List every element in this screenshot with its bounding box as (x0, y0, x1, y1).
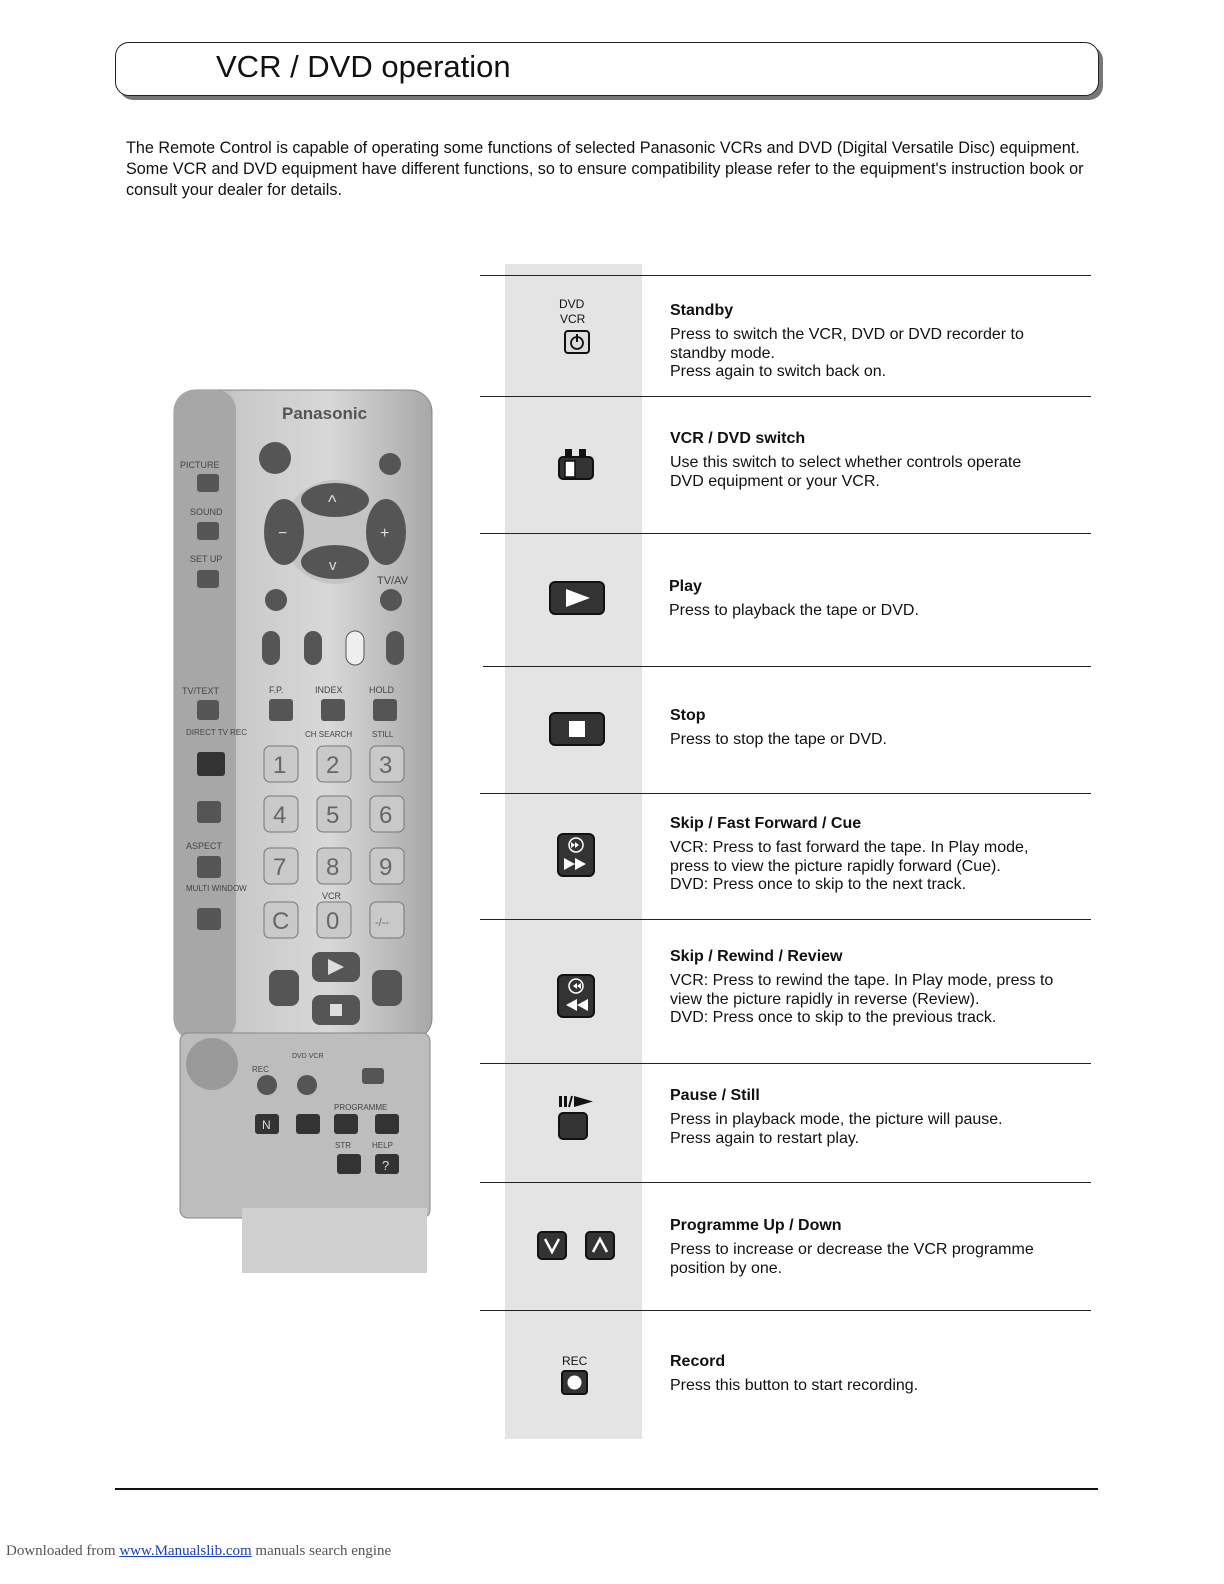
svg-text:DIRECT TV REC: DIRECT TV REC (186, 728, 248, 737)
svg-text:PROGRAMME: PROGRAMME (334, 1103, 388, 1112)
row-description: Press to stop the tape or DVD. (670, 731, 887, 748)
dvd-label: DVD (559, 297, 585, 311)
switch-icon (557, 447, 597, 483)
remote-control-illustration (172, 388, 434, 1273)
svg-text:MULTI WINDOW: MULTI WINDOW (186, 884, 247, 893)
record-icon (561, 1370, 589, 1396)
row-fast-forward (480, 793, 1091, 920)
row-description: Press this button to start recording. (670, 1377, 919, 1394)
svg-text:HELP: HELP (372, 1141, 393, 1150)
row-title: Stop (670, 707, 706, 724)
row-description: Press in playback mode, the picture will pause. Press again to restart play. (670, 1111, 1003, 1147)
row-description: Press to playback the tape or DVD. (669, 602, 919, 619)
svg-text:7: 7 (273, 854, 287, 881)
svg-text:6: 6 (379, 802, 393, 829)
row-pause (480, 1063, 1091, 1183)
remote-brand: Panasonic (282, 404, 368, 423)
row-description: Use this switch to select whether controls operate DVD equipment or your VCR. (670, 454, 1022, 490)
row-stop (483, 666, 1091, 794)
svg-text:STILL: STILL (372, 730, 394, 739)
row-title: Pause / Still (670, 1087, 760, 1104)
row-record (480, 1310, 1091, 1440)
svg-text:2: 2 (326, 752, 340, 779)
svg-text:5: 5 (326, 802, 340, 829)
row-programme (480, 1182, 1091, 1311)
svg-text:-/--: -/-- (375, 917, 390, 929)
svg-text:TV/AV: TV/AV (377, 575, 408, 587)
svg-text:−: − (278, 525, 288, 542)
row-description: VCR: Press to fast forward the tape. In Play mode, press to view the picture rapidly forward (Cue). DVD: Press once to skip to the next track. (670, 839, 1029, 893)
rewind-icon (556, 973, 596, 1019)
row-description: VCR: Press to rewind the tape. In Play mode, press to view the picture rapidly in reverse (Review). DVD: Press once to skip to the previous track. (670, 972, 1054, 1026)
svg-text:0: 0 (326, 908, 340, 935)
programme-icon (536, 1231, 618, 1261)
row-standby (480, 275, 1091, 397)
svg-text:STR: STR (335, 1141, 351, 1150)
row-title: Record (670, 1353, 726, 1370)
svg-text:4: 4 (273, 802, 287, 829)
play-icon (548, 580, 606, 616)
row-vcr-dvd-switch (480, 396, 1091, 534)
svg-text:ASPECT: ASPECT (186, 841, 223, 851)
svg-text:DVD VCR: DVD VCR (292, 1053, 324, 1060)
svg-text:N: N (262, 1118, 271, 1132)
rec-label: REC (562, 1354, 588, 1368)
svg-text:TV/TEXT: TV/TEXT (182, 686, 220, 696)
svg-text:VCR: VCR (322, 891, 342, 901)
pause-icon (557, 1094, 597, 1142)
svg-text:9: 9 (379, 854, 393, 881)
vcr-label: VCR (560, 312, 586, 326)
svg-text:SOUND: SOUND (190, 507, 223, 517)
manualslib-link[interactable]: www.Manualslib.com (119, 1543, 252, 1559)
svg-text:+: + (380, 525, 390, 542)
svg-text:8: 8 (326, 854, 340, 881)
svg-text:C: C (272, 908, 290, 935)
download-footer (6, 1543, 391, 1560)
svg-text:CH SEARCH: CH SEARCH (305, 730, 353, 739)
row-title: Skip / Fast Forward / Cue (670, 815, 862, 832)
intro-paragraph: The Remote Control is capable of operating some functions of selected Panasonic VCRs and DVD (Digital Versatile Disc) equipment. Some VCR and DVD equipment have different functions, so to ensure compatibility please refer to the equipment's instruction book or consult your dealer for details. (126, 139, 1084, 199)
fast-forward-icon (556, 832, 596, 878)
svg-text:F.P.: F.P. (269, 685, 284, 695)
svg-text:3: 3 (379, 752, 393, 779)
row-title: Skip / Rewind / Review (670, 948, 843, 965)
footer-prefix: Downloaded from (6, 1543, 116, 1559)
svg-text:PICTURE: PICTURE (180, 460, 220, 470)
row-play (480, 533, 1091, 667)
power-icon (564, 330, 590, 354)
svg-text:?: ? (382, 1158, 390, 1173)
page-title-box (115, 42, 1099, 96)
row-title: Standby (670, 302, 734, 319)
footer-rule (115, 1488, 1098, 1490)
svg-text:v: v (329, 557, 337, 574)
row-title: Programme Up / Down (670, 1217, 842, 1234)
stop-icon (548, 711, 606, 747)
row-title: VCR / DVD switch (670, 430, 806, 447)
svg-text:REC: REC (252, 1065, 269, 1074)
svg-text:1: 1 (273, 752, 287, 779)
footer-suffix: manuals search engine (255, 1543, 392, 1559)
row-description: Press to switch the VCR, DVD or DVD recorder to standby mode. Press again to switch back on. (670, 326, 1024, 380)
svg-text:SET UP: SET UP (190, 554, 223, 564)
svg-text:INDEX: INDEX (315, 685, 343, 695)
row-rewind (480, 919, 1091, 1064)
row-description: Press to increase or decrease the VCR programme position by one. (670, 1241, 1034, 1277)
row-title: Play (669, 578, 702, 595)
page-title: VCR / DVD operation (216, 49, 511, 84)
svg-text:^: ^ (328, 492, 337, 512)
svg-text:HOLD: HOLD (369, 685, 395, 695)
